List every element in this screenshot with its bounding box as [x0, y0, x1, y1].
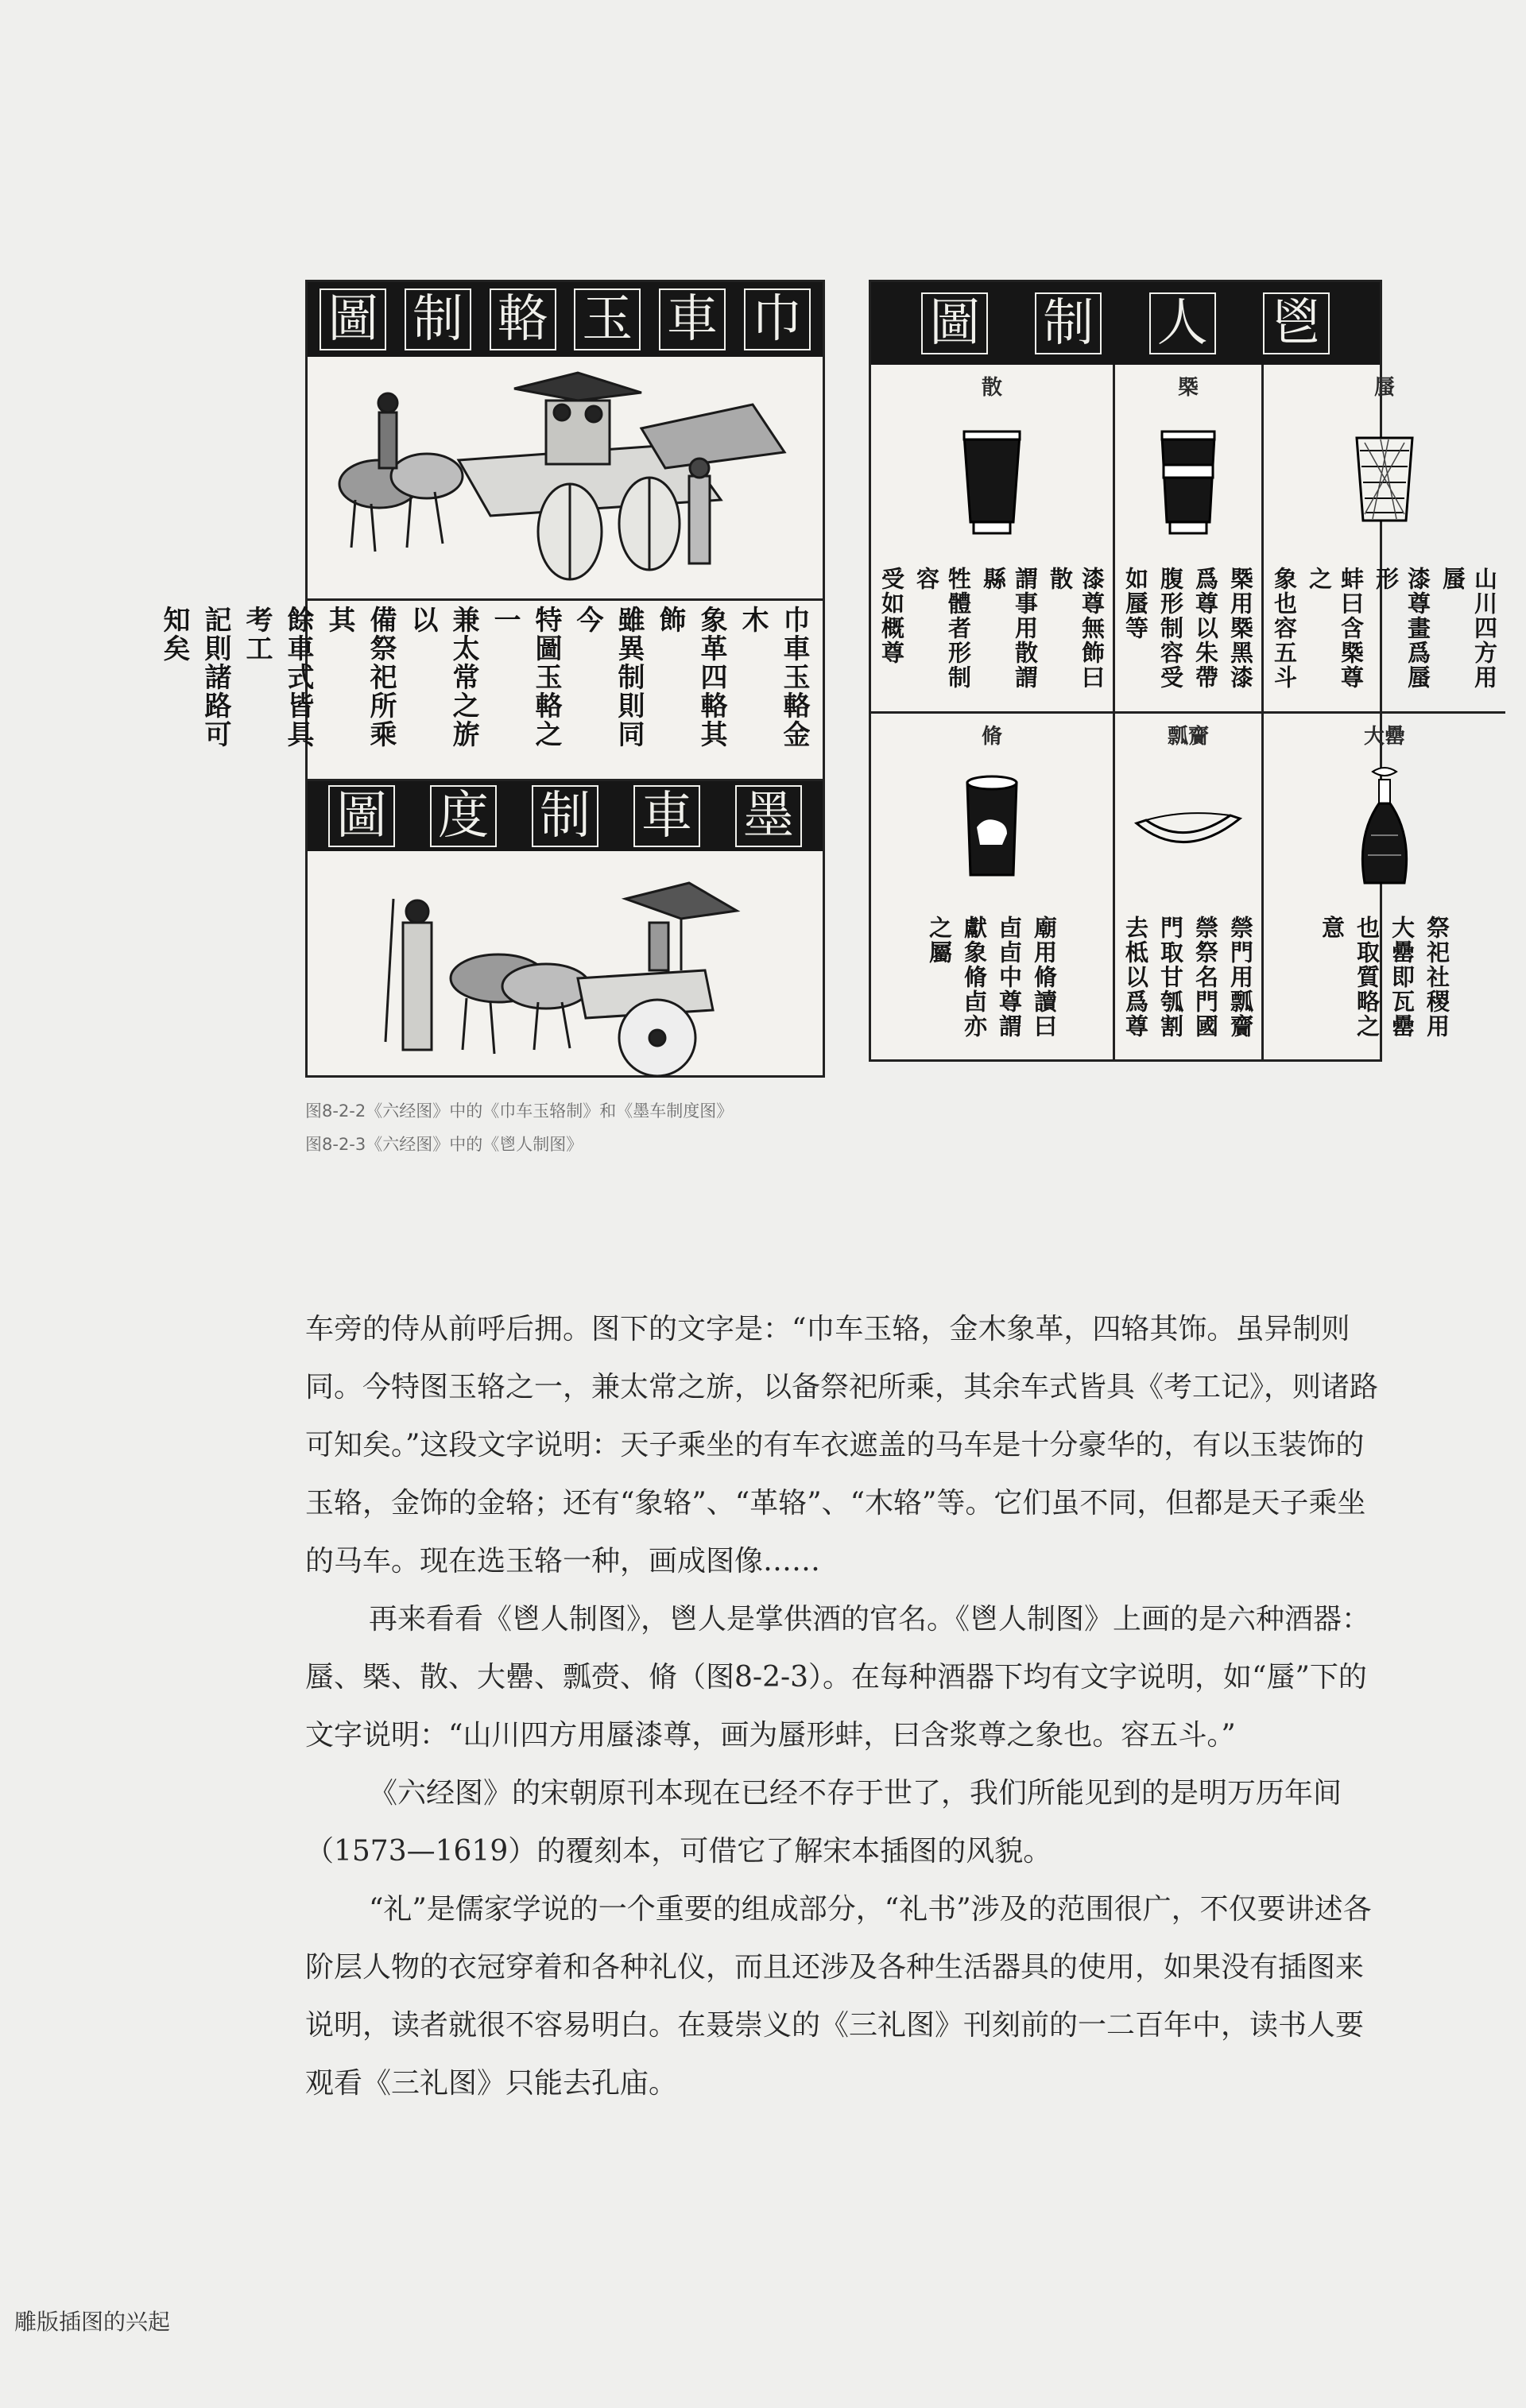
vessel-text-column: 意 [1319, 916, 1346, 940]
vessel-text-column: 山川四方用蜃 [1439, 567, 1498, 690]
vessel-text-column: 漆尊無飾曰散 [1047, 567, 1106, 690]
vessel-text-column: 受如概尊 [878, 567, 905, 665]
vessel-text-column: 爲尊以朱帶 [1192, 567, 1219, 690]
vessel-name: 槩 [1177, 376, 1199, 400]
banner-char: 度 [430, 785, 497, 847]
piaoji-vessel-icon [1129, 792, 1248, 871]
banner-char: 圖 [328, 785, 395, 847]
banner-char: 輅 [490, 288, 556, 350]
vessel-cell-shen [1264, 365, 1505, 714]
banner-char: 巾 [744, 288, 811, 350]
vessel-text-column: 腹形制容受 [1157, 567, 1184, 690]
body-text [305, 1300, 1385, 2112]
banner-char: 制 [405, 288, 471, 350]
vessel-grid [871, 365, 1498, 1060]
banner-char: 制 [1035, 292, 1102, 354]
vessel-text-column: 也取質略之 [1354, 916, 1381, 1039]
banner-char: 人 [1149, 292, 1216, 354]
figure-caption: 图8-2-3《六经图》中的《鬯人制图》 [305, 1135, 583, 1154]
paragraph: 车旁的侍从前呼后拥。图下的文字是：“巾车玉辂，金木象革，四辂其饰。虽异制则同。今特图玉辂之一，兼太常之旂，以备祭祀所乘，其余车式皆具《考工记》，则诸路可知矣。”这段文字说明：天子乘坐的有车衣遮盖的马车是十分豪华的，有以玉装饰的玉辂，金饰的金辂；还有“象辂”、“革辂”、“木辂”等。它们虽不同，但都是天子乘坐的马车。现在选玉辂一种，画成图像…… [305, 1313, 1379, 1578]
figure-chariot [158, 280, 825, 1078]
xiu-vessel-icon [956, 772, 1028, 891]
text-column: 記則諸路可知矣 [158, 606, 231, 749]
vessel-text-column: 廟用脩讀曰 [1031, 916, 1058, 1039]
vessel-text-column: 之屬 [926, 916, 953, 965]
banner-char: 圖 [921, 292, 988, 354]
jade-chariot-illustration [308, 357, 818, 595]
banner-char: 玉 [574, 288, 641, 350]
vessel-cell-dalei [1264, 714, 1505, 1060]
vessel-name: 散 [981, 376, 1002, 400]
gai-vessel-icon [1152, 427, 1224, 538]
shen-vessel-icon [1349, 427, 1420, 538]
vessel-text-column: 祭祀社稷用 [1423, 916, 1450, 1039]
paragraph: 《六经图》的宋朝原刊本现在已经不存于世了，我们所能见到的是明万历年间（1573—1619）的覆刻本，可借它了解宋本插图的风貌。 [305, 1777, 1342, 1868]
text-column: 餘車式皆具考工 [241, 606, 314, 749]
text-column: 兼太常之旂以 [406, 606, 479, 749]
text-column: 象革四輅其飾 [654, 606, 727, 749]
chariot-text-columns [158, 598, 823, 781]
vessel-text-column: 象也容五斗 [1271, 567, 1298, 690]
banner-char: 車 [659, 288, 726, 350]
vessel-text-column: 獻象脩卣亦 [961, 916, 988, 1039]
banner-char: 車 [633, 785, 700, 847]
vessel-cell-piaoji [1115, 714, 1264, 1060]
vessel-name: 大罍 [1363, 725, 1405, 749]
vessel-text-column: 門取甘瓠割 [1157, 916, 1184, 1039]
vessel-cell-san [871, 365, 1115, 714]
paragraph: “礼”是儒家学说的一个重要的组成部分，“礼书”涉及的范围很广，不仅要讲述各阶层人物的衣冠穿着和各种礼仪，而且还涉及各种生活器具的使用，如果没有插图来说明，读者就很不容易明白。在聂崇义的《三礼图》刊刻前的一二百年中，读书人要观看《三礼图》只能去孔庙。 [305, 1893, 1372, 2100]
vessel-text-column: 卣卣中尊謂 [996, 916, 1023, 1039]
vessel-text-column: 禜門用瓢齎 [1227, 916, 1254, 1039]
ink-chariot-title-banner [308, 781, 823, 851]
figure-caption: 图8-2-2《六经图》中的《巾车玉辂制》和《墨车制度图》 [305, 1101, 734, 1121]
vessel-text-column: 大罍即瓦罍 [1389, 916, 1416, 1039]
banner-char: 鬯 [1263, 292, 1330, 354]
vessel-text-column: 槩用槩黑漆 [1227, 567, 1254, 690]
vessel-text-column: 牲體者形制容 [913, 567, 972, 690]
dalei-vessel-icon [1349, 764, 1420, 899]
text-column: 備祭祀所乘其 [323, 606, 397, 749]
text-column: 巾車玉輅金木 [737, 606, 810, 749]
vessel-text-column: 漆尊畫爲蜃形 [1373, 567, 1431, 690]
banner-char: 圖 [320, 288, 386, 350]
banner-char: 墨 [735, 785, 802, 847]
banner-char: 制 [532, 785, 598, 847]
vessel-name: 瓢齎 [1167, 725, 1209, 749]
vessel-text-column: 蚌曰含槩尊之 [1306, 567, 1365, 690]
ink-chariot-illustration [308, 851, 818, 1090]
text-column: 雖異制則同今 [571, 606, 645, 749]
running-footer: 雕版插图的兴起 [14, 2309, 171, 2335]
paragraph: 再来看看《鬯人制图》，鬯人是掌供酒的官名。《鬯人制图》上画的是六种酒器：蜃、槩、散、大罍、瓢赍、脩（图8-2-3）。在每种酒器下均有文字说明，如“蜃”下的文字说明：“山川四方用蜃漆尊，画为蜃形蚌，曰含浆尊之象也。容五斗。” [305, 1603, 1371, 1752]
vessel-text-column: 謂事用散謂縣 [980, 567, 1039, 690]
vessel-title-banner [871, 282, 1380, 365]
vessel-text-column: 如蜃等 [1122, 567, 1149, 641]
vessel-cell-xiu [871, 714, 1115, 1060]
vessel-name: 脩 [981, 725, 1002, 749]
text-column: 特圖玉輅之一 [489, 606, 562, 749]
vessel-text-column: 去柢以爲尊 [1122, 916, 1149, 1039]
figure-wine-vessels [869, 280, 1498, 1062]
vessel-name: 蜃 [1373, 376, 1395, 400]
vessel-cell-gai [1115, 365, 1264, 714]
san-vessel-icon [956, 427, 1028, 538]
chariot-title-banner [308, 282, 823, 357]
vessel-text-column: 禜祭名門國 [1192, 916, 1219, 1039]
